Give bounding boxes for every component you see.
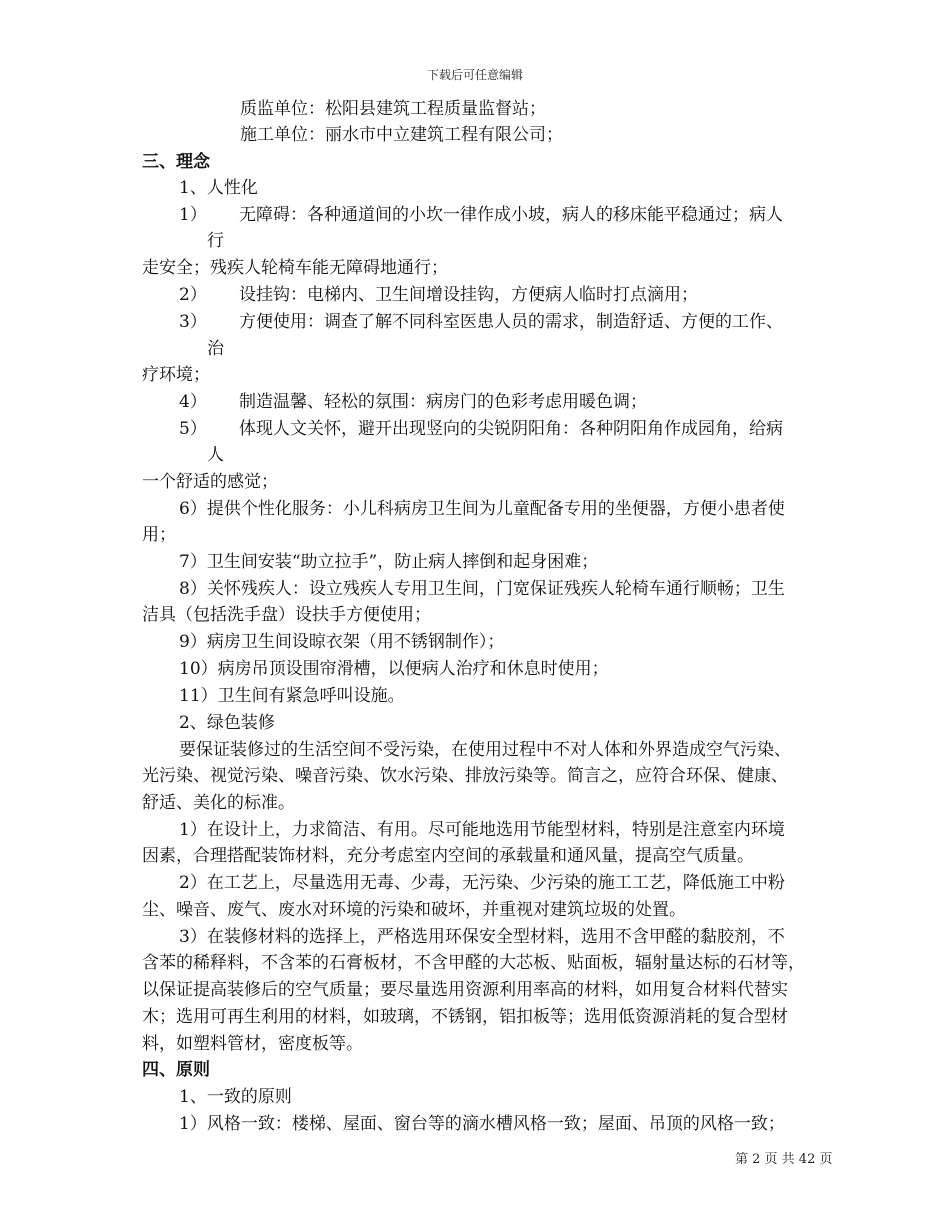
green-item-3-cont: 料，如塑料管材，密度板等。	[142, 1034, 363, 1054]
list-item-11: 11）卫生间有紧急呼叫设施。	[179, 686, 405, 706]
list-item-9: 9）病房卫生间设晾衣架（用不锈钢制作）；	[179, 632, 505, 652]
subsection-green-decoration: 2、绿色装修	[179, 713, 275, 733]
list-item-3	[179, 309, 894, 335]
green-item-3-cont: 含苯的稀释料，不含苯的石膏板材，不含甲醛的大芯板、贴面板，辐射量达标的石材等，	[142, 953, 805, 973]
list-item-8-tail: 洁具（包括洗手盘）设扶手方便使用；	[142, 605, 431, 625]
page-header-note: 下载后可任意编辑	[426, 68, 523, 82]
list-item-text: 方便使用：调查了解不同科室医患人员的需求，制造舒适、方便的工作、	[239, 312, 783, 332]
list-item-5-tail: 一个舒适的感觉；	[142, 472, 278, 492]
list-item-3-tail: 疗环境；	[142, 365, 210, 385]
list-item-number: 3）	[179, 312, 207, 332]
green-item-1-cont: 因素，合理搭配装饰材料，充分考虑室内空间的承载量和通风量，提高空气质量。	[142, 846, 754, 866]
list-item-text: 设挂钩：电梯内、卫生间增设挂钩，方便病人临时打点滴用；	[239, 285, 698, 305]
list-item-1-tail: 走安全；残疾人轮椅车能无障碍地通行；	[142, 258, 448, 278]
subsection-consistency: 1、一致的原则	[179, 1087, 292, 1107]
list-item-5	[179, 416, 894, 442]
paragraph-line: 光污染、视觉污染、噪音污染、饮水污染、排放污染等。简言之，应符合环保、健康、	[142, 766, 788, 786]
list-item-5-wrap: 人	[207, 445, 224, 465]
green-item-2: 2）在工艺上，尽量选用无毒、少毒，无污染、少污染的施工工艺，降低施工中粉	[179, 873, 785, 893]
list-item-6: 6）提供个性化服务：小儿科病房卫生间为儿童配备专用的坐便器，方便小患者使	[179, 499, 785, 519]
green-item-2-cont: 尘、噪音、废气、废水对环境的污染和破坏，并重视对建筑垃圾的处置。	[142, 900, 686, 920]
list-item-4	[179, 389, 894, 415]
list-item-number: 2）	[179, 285, 207, 305]
list-item-1	[179, 202, 894, 228]
list-item-6-tail: 用；	[142, 525, 176, 545]
paragraph-line: 舒适、美化的标准。	[142, 793, 295, 813]
subsection-humanization: 1、人性化	[179, 178, 258, 198]
list-item-7: 7）卫生间安装“助立拉手”，防止病人摔倒和起身困难；	[179, 552, 599, 572]
section-heading-concept: 三、理念	[142, 152, 210, 172]
list-item-number: 5）	[179, 419, 207, 439]
list-item-8: 8）关怀残疾人：设立残疾人专用卫生间，门宽保证残疾人轮椅车通行顺畅；卫生	[179, 579, 785, 599]
list-item-text: 体现人文关怀，避开出现竖向的尖锐阴阳角：各种阴阳角作成园角，给病	[239, 419, 783, 439]
paragraph-line: 要保证装修过的生活空间不受污染，在使用过程中不对人体和外界造成空气污染、	[179, 740, 791, 760]
green-item-3-cont: 木；选用可再生利用的材料，如玻璃，不锈钢，铝扣板等；选用低资源消耗的复合型材	[142, 1007, 788, 1027]
supervision-unit-line: 质监单位：松阳县建筑工程质量监督站；	[240, 99, 546, 119]
principle-item-1: 1）风格一致：楼梯、屋面、窗台等的滴水槽风格一致；屋面、吊顶的风格一致；	[179, 1114, 785, 1134]
list-item-number: 4）	[179, 392, 207, 412]
green-item-3: 3）在装修材料的选择上，严格选用环保安全型材料，选用不含甲醛的黏胶剂，不	[179, 927, 785, 947]
green-item-3-cont: 以保证提高装修后的空气质量；要尽量选用资源利用率高的材料，如用复合材料代替实	[142, 980, 788, 1000]
section-heading-principles: 四、原则	[142, 1060, 210, 1080]
list-item-text: 无障碍：各种通道间的小坎一律作成小坡，病人的移床能平稳通过；病人	[239, 205, 783, 225]
list-item-3-wrap: 治	[207, 339, 224, 359]
construction-unit-line: 施工单位：丽水市中立建筑工程有限公司；	[240, 125, 563, 145]
list-item-2	[179, 282, 894, 308]
list-item-1-wrap: 行	[207, 231, 224, 251]
green-item-1: 1）在设计上，力求简洁、有用。尽可能地选用节能型材料，特别是注意室内环境	[179, 820, 785, 840]
list-item-number: 1）	[179, 205, 207, 225]
page-number-footer: 第 2 页 共 42 页	[735, 1152, 833, 1167]
list-item-text: 制造温馨、轻松的氛围：病房门的色彩考虑用暖色调；	[239, 392, 647, 412]
list-item-10: 10）病房吊顶设围帘滑槽，以便病人治疗和休息时使用；	[179, 659, 609, 679]
